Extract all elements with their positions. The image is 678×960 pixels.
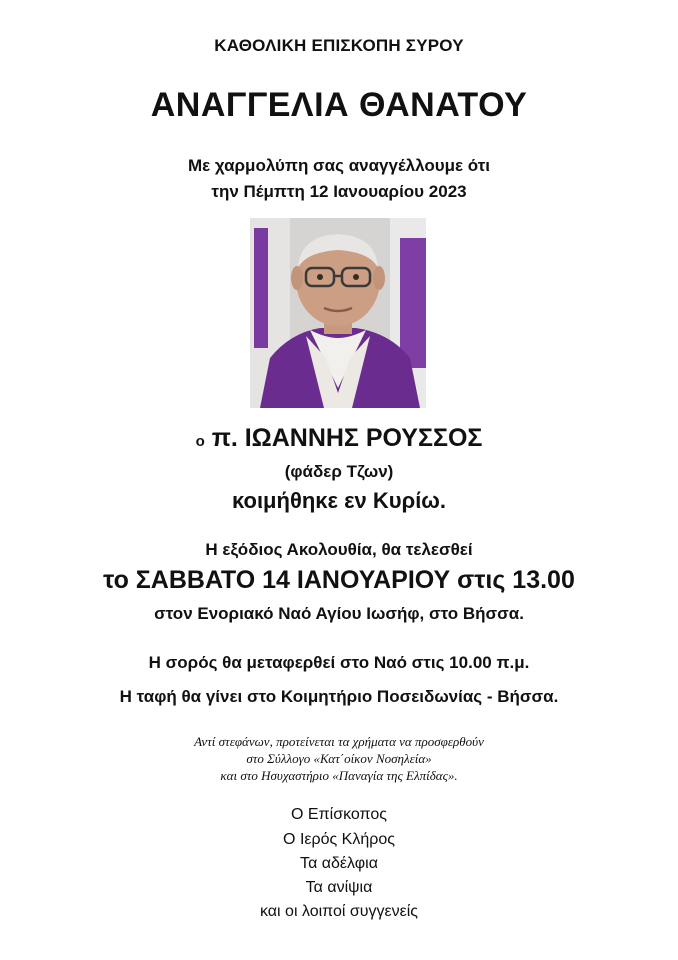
deceased-article: ο (195, 433, 205, 450)
signatory: Ο Ιερός Κλήρος (283, 831, 395, 848)
donation-note-line-3: και στο Ησυχαστήριο «Παναγία της Ελπίδας». (220, 768, 458, 783)
deceased-name-line (0, 424, 678, 453)
signatory: Ο Επίσκοπος (291, 806, 387, 823)
donation-note-line-2: στο Σύλλογο «Κατ΄οίκον Νοσηλεία» (246, 751, 432, 766)
signatory: Τα αδέλφια (300, 855, 378, 872)
funeral-location: στον Ενοριακό Ναό Αγίου Ιωσήφ, στο Βήσσα. (154, 604, 524, 623)
deceased-nickname: (φάδερ Τζων) (284, 462, 394, 481)
burial-text: Η ταφή θα γίνει στο Κοιμητήριο Ποσειδωνίας - Βήσσα. (119, 687, 559, 706)
funeral-date-time: το ΣΑΒΒΑΤΟ 14 ΙΑΝΟΥΑΡΙΟΥ στις 13.00 (103, 566, 575, 594)
signatory: Τα ανίψια (305, 879, 373, 896)
signatory: και οι λοιποί συγγενείς (259, 903, 419, 920)
funeral-line-1: Η εξόδιος Ακολουθία, θα τελεσθεί (205, 540, 473, 559)
intro-line-2: την Πέμπτη 12 Ιανουαρίου 2023 (211, 182, 467, 201)
diocese-header: ΚΑΘΟΛΙΚΗ ΕΠΙΣΚΟΠΗ ΣΥΡΟΥ (214, 36, 464, 55)
intro-line-1: Με χαρμολύπη σας αναγγέλλουμε ότι (187, 156, 491, 175)
remains-transfer-text: Η σορός θα μεταφερθεί στο Ναό στις 10.00 π.μ. (148, 653, 530, 672)
announcement-title: ΑΝΑΓΓΕΛΙΑ ΘΑΝΑΤΟΥ (150, 86, 528, 124)
deceased-name: π. ΙΩΑΝΝΗΣ ΡΟΥΣΣΟΣ (211, 424, 483, 452)
priest-portrait (250, 218, 426, 408)
donation-note-line-1: Αντί στεφάνων, προτείνεται τα χρήματα να προσφερθούν (194, 734, 484, 749)
passed-away-text: κοιμήθηκε εν Κυρίω. (231, 488, 447, 513)
